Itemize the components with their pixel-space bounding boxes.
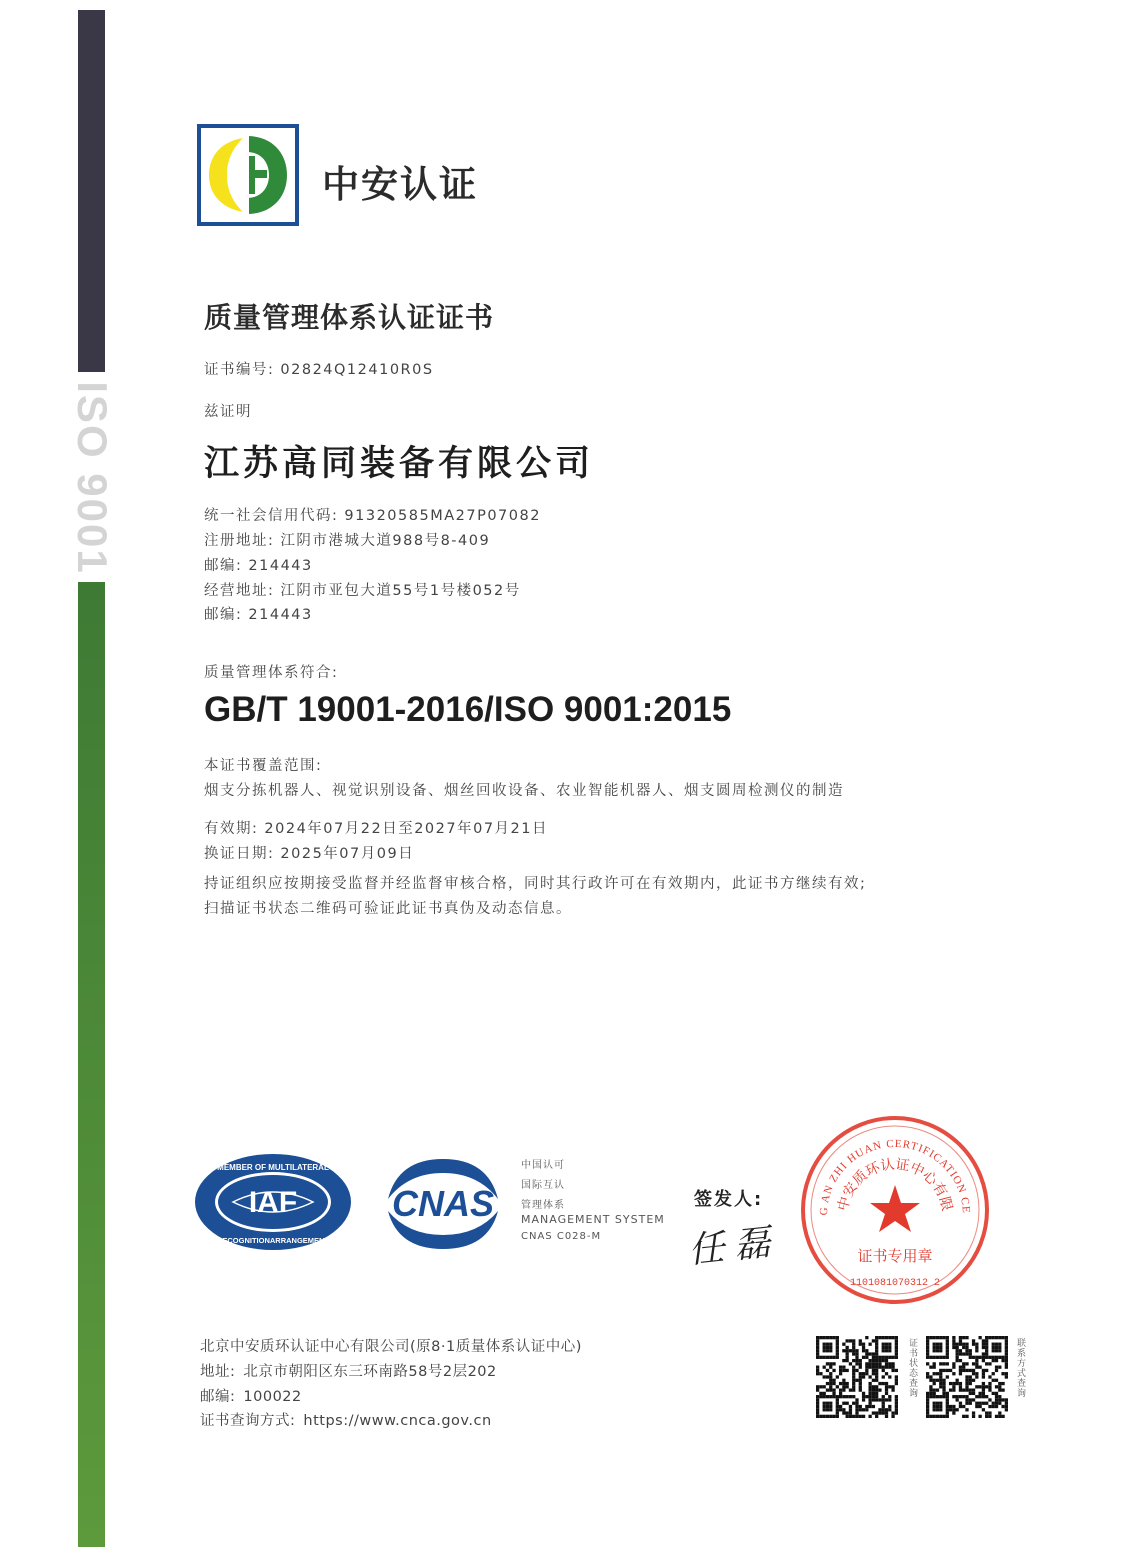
verify-note: 扫描证书状态二维码可验证此证书真伪及动态信息。 <box>204 901 572 917</box>
seal-top-text: G AN ZHI HUAN CERTIFICATION CE <box>817 1137 973 1216</box>
cnas-note-1: 中国认可 <box>521 1160 565 1171</box>
detail-postcode-2: 邮编: 214443 <box>204 607 313 623</box>
footer-postcode: 邮编: 100022 <box>200 1389 302 1405</box>
validity-note: 持证组织应按期接受监督并经监督审核合格，同时其行政许可在有效期内，此证书方继续有效; <box>204 876 867 892</box>
signer-label: 签发人: <box>694 1189 764 1210</box>
detail-registered-address: 注册地址: 江阴市港城大道988号8-409 <box>204 533 491 549</box>
company-name: 江苏高同装备有限公司 <box>204 444 595 484</box>
cnas-note-5: CNAS C028-M <box>521 1231 602 1242</box>
scope-text: 烟支分拣机器人、视觉识别设备、烟丝回收设备、农业智能机器人、烟支圆周检测仪的制造 <box>204 783 844 799</box>
renewal-date: 换证日期: 2025年07月09日 <box>204 846 415 862</box>
validity: 有效期: 2024年07月22日至2027年07月21日 <box>204 821 548 837</box>
org-name: 中安认证 <box>322 163 478 206</box>
iaf-top-text: MEMBER OF MULTILATERAL <box>217 1163 329 1172</box>
side-bar-green <box>78 582 105 1547</box>
footer-address: 地址: 北京市朝阳区东三环南路58号2层202 <box>200 1364 497 1380</box>
query-link[interactable]: https://www.cnca.gov.cn <box>303 1413 492 1429</box>
scope-label: 本证书覆盖范围: <box>204 758 323 774</box>
qr-status-label: 证书状态查询 <box>907 1338 917 1398</box>
qr-code-status[interactable] <box>816 1336 898 1418</box>
iaf-logo <box>193 1152 353 1252</box>
qr-code-contact[interactable] <box>926 1336 1008 1418</box>
footer-query: 证书查询方式: https://www.cnca.gov.cn <box>200 1413 492 1429</box>
detail-postcode: 邮编: 214443 <box>204 558 313 574</box>
certificate-title: 质量管理体系认证证书 <box>204 301 495 334</box>
signature: 任磊 <box>686 1221 783 1272</box>
iso-watermark: ISO 9001 <box>69 381 116 575</box>
seal-number: 1101081070312 2 <box>849 1278 941 1289</box>
hereby-text: 兹证明 <box>204 404 252 420</box>
cnas-note-4: MANAGEMENT SYSTEM <box>521 1213 665 1226</box>
cnas-note-3: 管理体系 <box>521 1200 565 1211</box>
standard-text: GB/T 19001-2016/ISO 9001:2015 <box>204 690 732 729</box>
side-bar-dark <box>78 10 105 372</box>
cnas-note-2: 国际互认 <box>521 1180 565 1191</box>
seal-inner-text: 中安质环认证中心有限 <box>835 1156 955 1213</box>
iaf-bottom-text: RECOGNITIONARRANGEMENT <box>216 1236 330 1245</box>
zhongan-logo <box>197 124 299 226</box>
conform-label: 质量管理体系符合: <box>204 665 339 681</box>
cnas-logo <box>378 1155 508 1253</box>
detail-business-address: 经营地址: 江阴市亚包大道55号1号楼052号 <box>204 583 521 599</box>
official-seal <box>795 1115 995 1305</box>
detail-credit-code: 统一社会信用代码: 91320585MA27P07082 <box>204 508 541 524</box>
qr-contact-label: 联系方式查询 <box>1015 1338 1025 1398</box>
iaf-mid-text: IAF <box>248 1186 298 1219</box>
seal-bottom-text: 证书专用章 <box>857 1247 933 1265</box>
certificate-number: 证书编号: 02824Q12410R0S <box>204 362 434 378</box>
footer-company: 北京中安质环认证中心有限公司(原8·1质量体系认证中心) <box>200 1339 582 1355</box>
cnas-text: CNAS <box>391 1183 495 1224</box>
